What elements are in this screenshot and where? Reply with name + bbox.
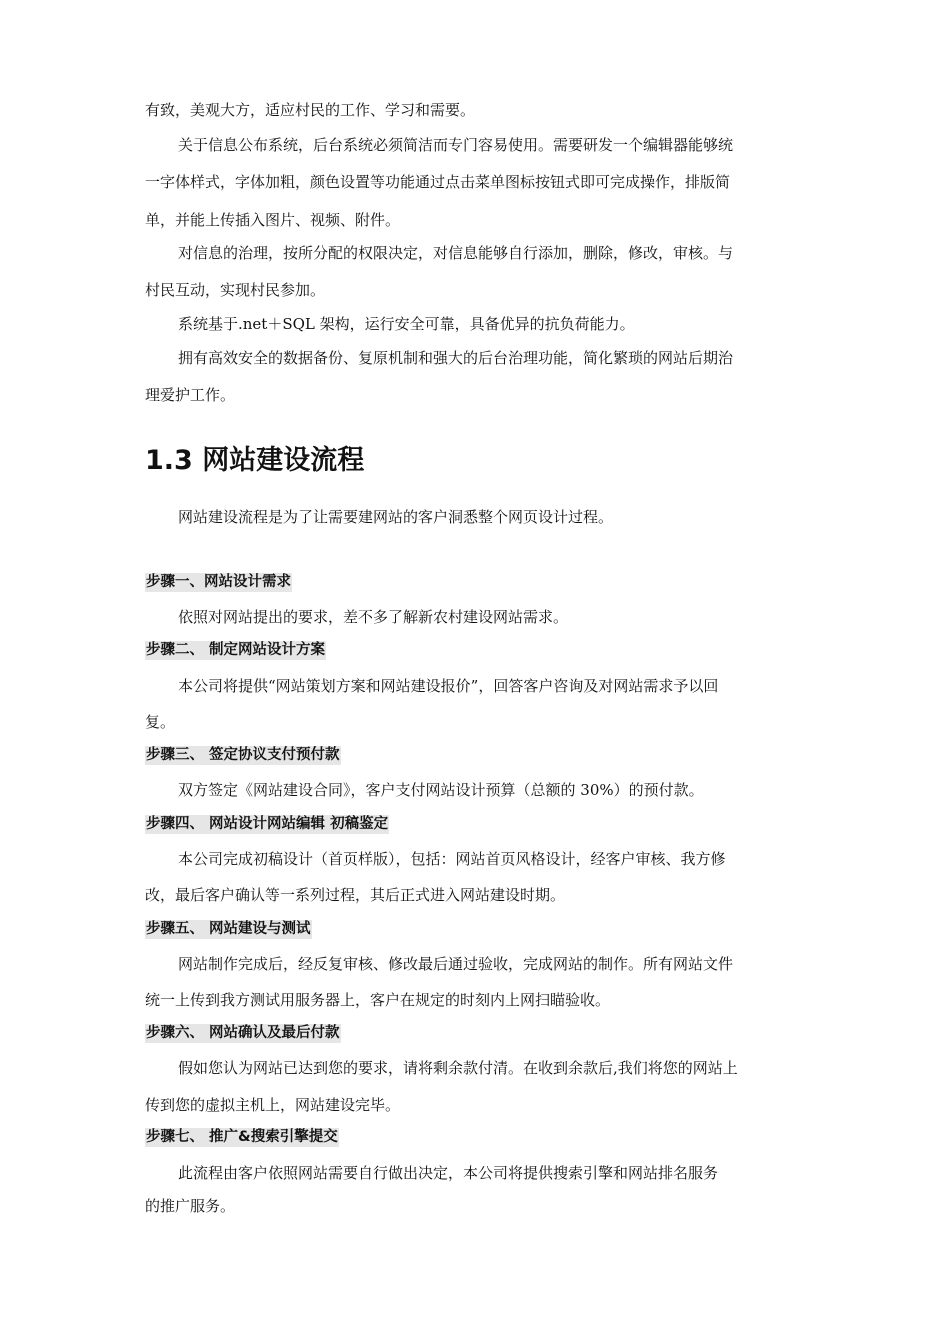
paragraph-line: 拥有高效安全的数据备份、复原机制和强大的后台治理功能，简化繁琐的网站后期治 <box>178 349 734 367</box>
section-heading: 1.3 网站建设流程 <box>145 445 365 476</box>
step-title: 步骤六、 网站确认及最后付款 <box>146 1025 340 1041</box>
step-text: 依照对网站提出的要求，差不多了解新农村建设网站需求。 <box>178 608 569 626</box>
paragraph-line: 关于信息公布系统，后台系统必须简洁而专门容易使用。需要研发一个编辑器能够统 <box>178 136 734 154</box>
section-intro: 网站建设流程是为了让需要建网站的客户洞悉整个网页设计过程。 <box>178 508 614 526</box>
step-text: 统一上传到我方测试用服务器上，客户在规定的时刻内上网扫瞄验收。 <box>145 991 611 1009</box>
paragraph-line: 对信息的治理，按所分配的权限决定，对信息能够自行添加，删除，修改，审核。与 <box>178 244 734 262</box>
step-title: 步骤四、 网站设计网站编辑 初稿鉴定 <box>146 816 389 832</box>
step-title: 步骤七、 推广&搜索引擎提交 <box>146 1129 338 1145</box>
step-text: 的推广服务。 <box>145 1197 236 1215</box>
paragraph-line: 单，并能上传插入图片、视频、附件。 <box>145 211 401 229</box>
paragraph-line: 有致，美观大方，适应村民的工作、学习和需要。 <box>145 101 476 119</box>
step-text: 传到您的虚拟主机上，网站建设完毕。 <box>145 1096 401 1114</box>
paragraph-line: 村民互动，实现村民参加。 <box>145 281 326 299</box>
step-text: 假如您认为网站已达到您的要求，请将剩余款付清。在收到余款后,我们将您的网站上 <box>178 1059 738 1077</box>
step-title: 步骤一、网站设计需求 <box>146 574 291 590</box>
step-text: 本公司完成初稿设计（首页样版），包括：网站首页风格设计，经客户审核、我方修 <box>178 850 726 868</box>
step-text: 本公司将提供“网站策划方案和网站建设报价”，回答客户咨询及对网站需求予以回 <box>178 677 719 695</box>
step-text: 双方签定《网站建设合同》，客户支付网站设计预算（总额的 30%）的预付款。 <box>178 781 704 799</box>
step-title: 步骤五、 网站建设与测试 <box>146 921 311 937</box>
paragraph-line: 理爱护工作。 <box>145 386 236 404</box>
step-text: 改，最后客户确认等一系列过程，其后正式进入网站建设时期。 <box>145 886 566 904</box>
step-text: 复。 <box>145 713 176 731</box>
step-text: 网站制作完成后，经反复审核、修改最后通过验收，完成网站的制作。所有网站文件 <box>178 955 734 973</box>
step-text: 此流程由客户依照网站需要自行做出决定，本公司将提供搜索引擎和网站排名服务 <box>178 1164 719 1182</box>
step-title: 步骤三、 签定协议支付预付款 <box>146 747 340 763</box>
step-title: 步骤二、 制定网站设计方案 <box>146 642 326 658</box>
paragraph-line: 系统基于.net＋SQL 架构，运行安全可靠，具备优异的抗负荷能力。 <box>178 315 635 333</box>
paragraph-line: 一字体样式，字体加粗，颜色设置等功能通过点击菜单图标按钮式即可完成操作，排版简 <box>145 173 731 191</box>
